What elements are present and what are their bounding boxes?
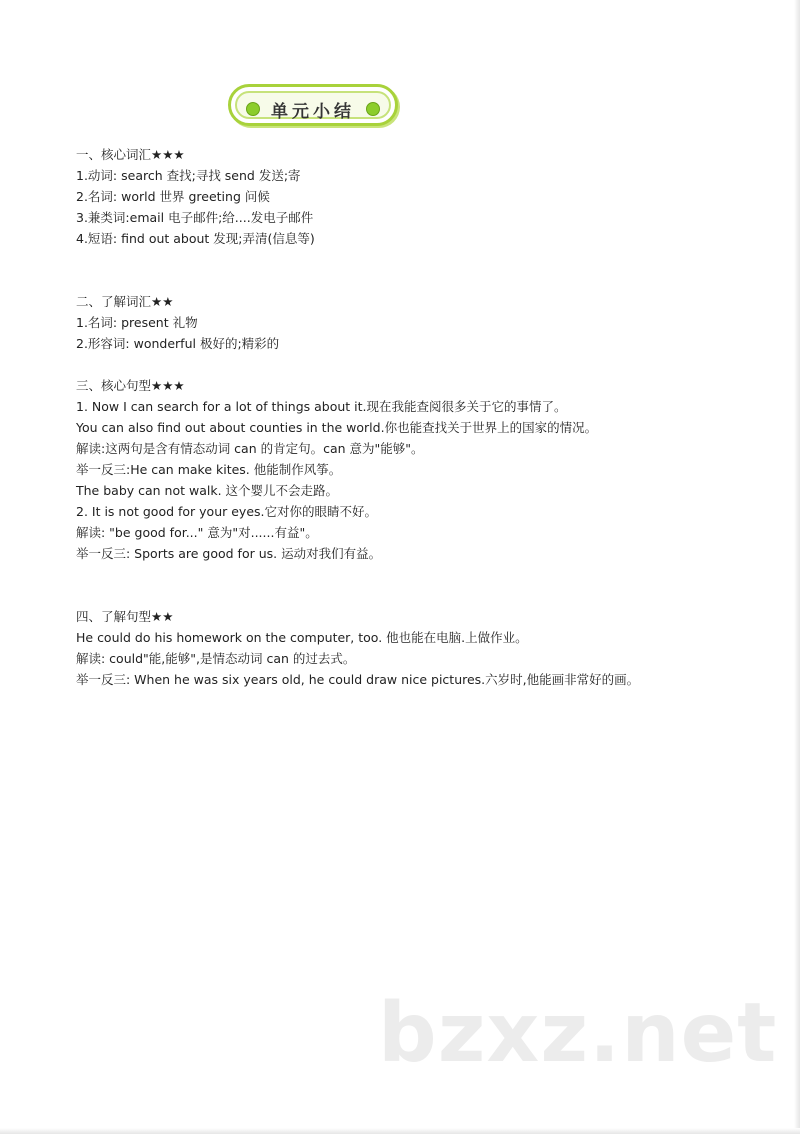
section-heading: 二、了解词汇★★ — [76, 294, 174, 309]
text-line: 1.动词: search 查找;寻找 send 发送;寄 — [76, 168, 301, 183]
text-line: The baby can not walk. 这个婴儿不会走路。 — [76, 483, 339, 498]
spacer — [76, 354, 716, 375]
page-edge-shadow — [794, 0, 800, 1134]
title-banner-inner — [235, 91, 391, 122]
text-line: You can also find out about counties in the world.你也能查找关于世界上的国家的情况。 — [76, 420, 598, 435]
text-line: 举一反三: When he was six years old, he could draw nice pictures.六岁时,他能画非常好的画。 — [76, 672, 640, 687]
text-line: 举一反三: Sports are good for us. 运动对我们有益。 — [76, 546, 382, 561]
text-line: 4.短语: find out about 发现;弄清(信息等) — [76, 231, 315, 246]
text-line: 1. Now I can search for a lot of things about it.现在我能查阅很多关于它的事情了。 — [76, 399, 567, 414]
title-banner — [228, 84, 398, 126]
spacer — [76, 249, 716, 291]
text-line: 解读:这两句是含有情态动词 can 的肯定句。can 意为"能够"。 — [76, 441, 424, 456]
text-line: 解读: "be good for..." 意为"对......有益"。 — [76, 525, 318, 540]
document-body — [76, 144, 716, 690]
section-core-vocabulary — [76, 144, 716, 249]
text-line: 1.名词: present 礼物 — [76, 315, 198, 330]
section-extra-vocabulary — [76, 291, 716, 354]
text-line: 举一反三:He can make kites. 他能制作风筝。 — [76, 462, 342, 477]
page-title: 单元小结 — [271, 102, 355, 122]
section-heading: 四、了解句型★★ — [76, 609, 174, 624]
section-core-sentences — [76, 375, 716, 564]
section-extra-sentences — [76, 606, 716, 690]
text-line: 2.形容词: wonderful 极好的;精彩的 — [76, 336, 280, 351]
text-line: 3.兼类词:email 电子邮件;给....发电子邮件 — [76, 210, 314, 225]
spacer — [76, 564, 716, 606]
text-line: He could do his homework on the computer, too. 他也能在电脑.上做作业。 — [76, 630, 528, 645]
text-line: 2.名词: world 世界 greeting 问候 — [76, 189, 270, 204]
watermark: bzxz.net — [378, 986, 778, 1081]
green-dot-icon — [366, 102, 380, 116]
text-line: 2. It is not good for your eyes.它对你的眼睛不好。 — [76, 504, 378, 519]
text-line: 解读: could"能,能够",是情态动词 can 的过去式。 — [76, 651, 356, 666]
page-edge-shadow — [0, 1128, 800, 1134]
section-heading: 三、核心句型★★★ — [76, 378, 185, 393]
section-heading: 一、核心词汇★★★ — [76, 147, 185, 162]
